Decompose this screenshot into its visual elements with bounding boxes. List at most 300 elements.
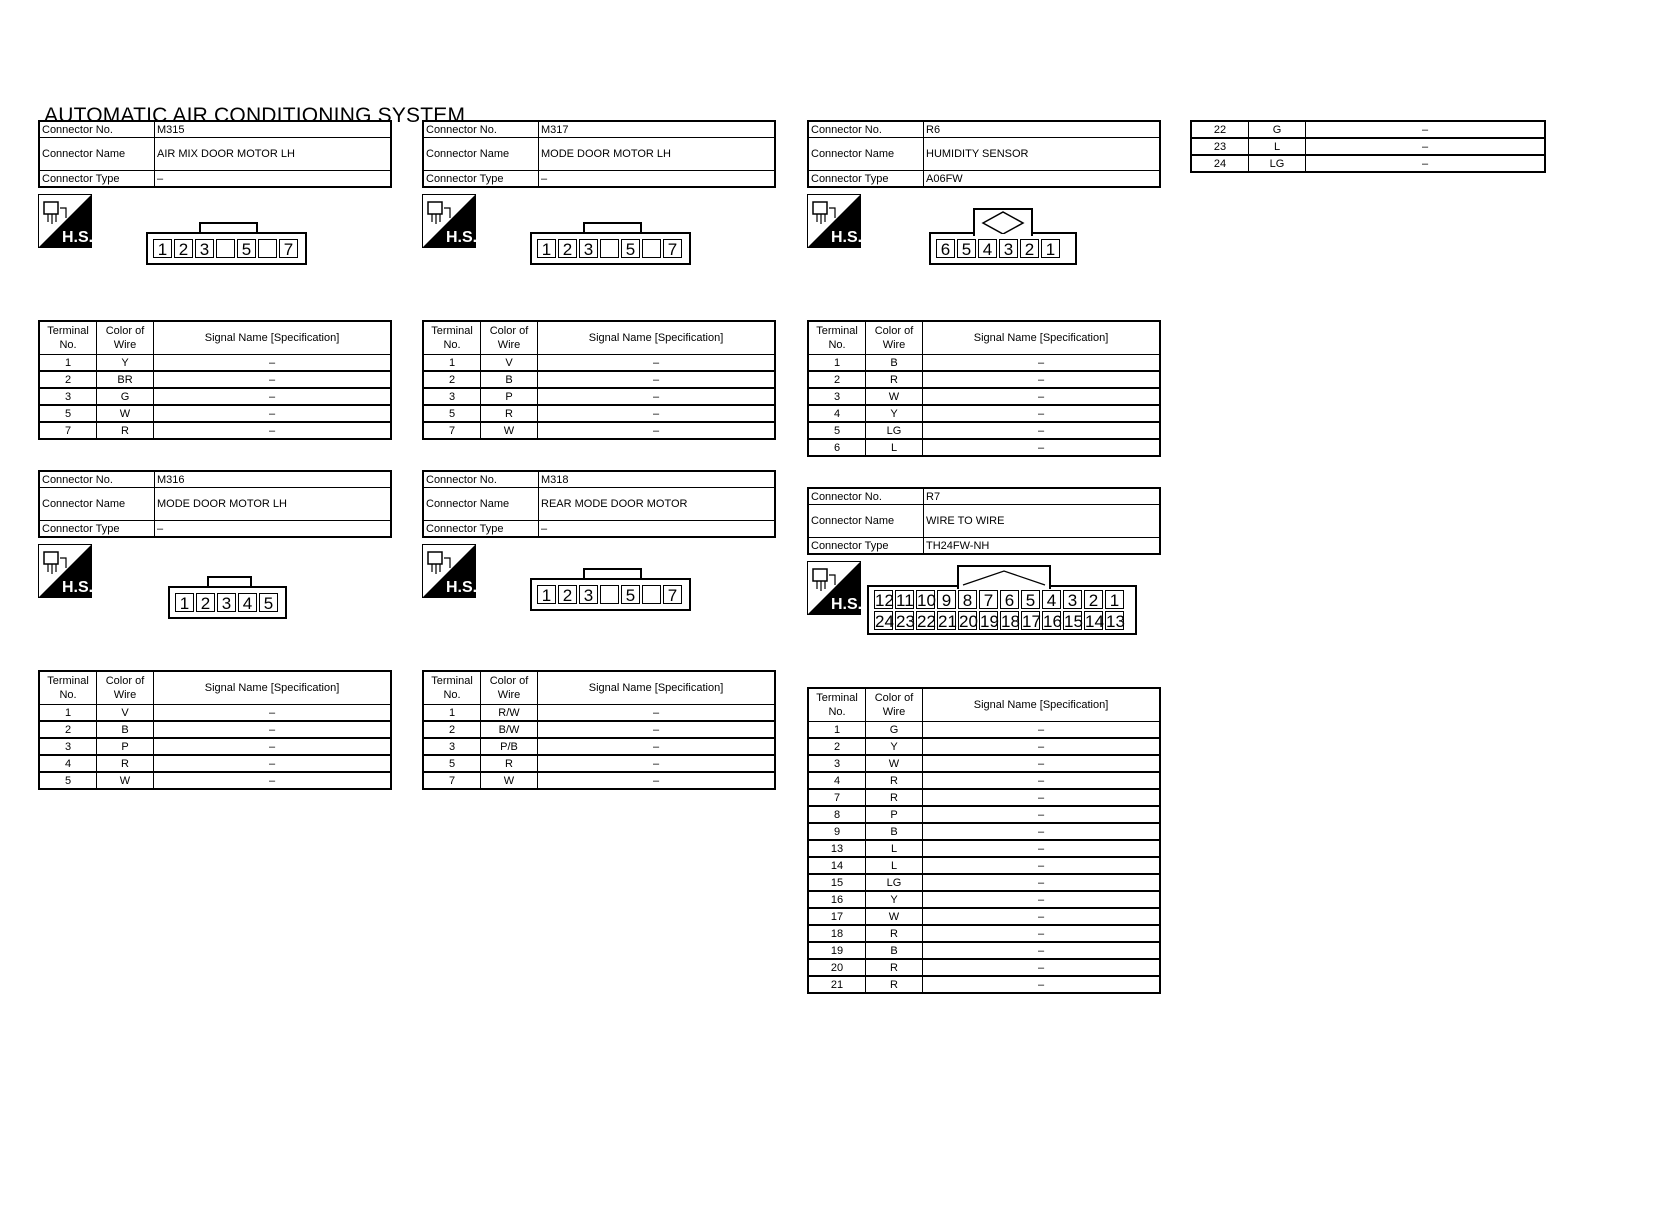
connector-diagram xyxy=(867,585,1137,635)
wire-color: P xyxy=(97,738,154,755)
signal-name: – xyxy=(923,405,1161,422)
terminal-no: 7 xyxy=(423,772,481,789)
terminal-no: 3 xyxy=(423,388,481,405)
terminal-no: 4 xyxy=(808,772,866,789)
connector-pin: 2 xyxy=(558,585,577,604)
connector-pin xyxy=(600,239,619,258)
table-row xyxy=(423,738,775,755)
signal-name: – xyxy=(923,738,1161,755)
wire-color: R xyxy=(866,772,923,789)
connector-pin: 20 xyxy=(959,612,978,631)
signal-name: – xyxy=(538,772,776,789)
connector-pin: 5 xyxy=(621,239,640,258)
table-row xyxy=(808,840,1160,857)
terminal-table-M317 xyxy=(422,320,776,440)
connector-type: – xyxy=(155,521,392,538)
connector-pin: 1 xyxy=(537,239,556,258)
terminal-no: 18 xyxy=(808,925,866,942)
connector-pin xyxy=(600,585,619,604)
signal-name: – xyxy=(538,388,776,405)
connector-info-M315 xyxy=(38,120,392,188)
signal-name: – xyxy=(923,772,1161,789)
signal-header: Signal Name [Specification] xyxy=(538,321,776,355)
color-header: Color of Wire xyxy=(866,321,923,355)
terminal-no: 2 xyxy=(39,371,97,388)
connector-no-label: Connector No. xyxy=(39,471,155,488)
table-row xyxy=(1191,138,1545,155)
connector-no-label: Connector No. xyxy=(808,488,924,505)
table-row xyxy=(808,405,1160,422)
connector-pin: 7 xyxy=(663,585,682,604)
connector-pin: 2 xyxy=(1084,590,1103,609)
terminal-no: 2 xyxy=(808,738,866,755)
table-row xyxy=(808,925,1160,942)
terminal-no: 8 xyxy=(808,806,866,823)
table-row xyxy=(39,738,391,755)
connector-no: R6 xyxy=(924,121,1161,138)
svg-text:H.S.: H.S. xyxy=(446,229,476,246)
connector-pin: 6 xyxy=(1000,590,1019,609)
terminal-no-header: Terminal No. xyxy=(808,321,866,355)
table-row xyxy=(808,371,1160,388)
table-row xyxy=(39,705,391,722)
connector-type-label: Connector Type xyxy=(423,171,539,188)
connector-name-label: Connector Name xyxy=(39,138,155,171)
connector-type: – xyxy=(539,521,776,538)
signal-header: Signal Name [Specification] xyxy=(154,671,392,705)
connector-pin: 17 xyxy=(1022,612,1041,631)
connector-pin: 1 xyxy=(153,239,172,258)
terminal-no: 2 xyxy=(423,721,481,738)
terminal-no: 1 xyxy=(423,355,481,372)
connector-pin xyxy=(258,239,277,258)
connector-info-M317 xyxy=(422,120,776,188)
connector-type: TH24FW-NH xyxy=(924,538,1161,555)
connector-pin: 5 xyxy=(259,593,278,612)
connector-pin: 1 xyxy=(1105,590,1124,609)
connector-type-label: Connector Type xyxy=(808,171,924,188)
wire-color: R xyxy=(97,422,154,439)
hs-badge xyxy=(422,544,478,600)
wire-color: R xyxy=(866,976,923,993)
table-row xyxy=(423,705,775,722)
table-row xyxy=(808,823,1160,840)
connector-type: – xyxy=(155,171,392,188)
terminal-no-header: Terminal No. xyxy=(808,688,866,722)
wire-color: P/B xyxy=(481,738,538,755)
connector-type-label: Connector Type xyxy=(39,521,155,538)
terminal-no: 1 xyxy=(808,722,866,739)
terminal-no: 2 xyxy=(423,371,481,388)
wire-color: R xyxy=(866,371,923,388)
svg-text:H.S.: H.S. xyxy=(62,229,92,246)
connector-no: R7 xyxy=(924,488,1161,505)
harness-side-icon xyxy=(38,544,92,598)
terminal-table-M318 xyxy=(422,670,776,790)
signal-name: – xyxy=(923,908,1161,925)
signal-name: – xyxy=(154,705,392,722)
connector-pin: 1 xyxy=(175,593,194,612)
connector-name: WIRE TO WIRE xyxy=(924,505,1161,538)
signal-name: – xyxy=(154,422,392,439)
terminal-no-header: Terminal No. xyxy=(39,321,97,355)
connector-pin: 2 xyxy=(558,239,577,258)
connector-pin: 5 xyxy=(1021,590,1040,609)
terminal-no: 21 xyxy=(808,976,866,993)
signal-name: – xyxy=(923,755,1161,772)
connector-info-R6 xyxy=(807,120,1161,188)
terminal-no: 6 xyxy=(808,439,866,456)
wire-color: W xyxy=(97,772,154,789)
connector-pin: 16 xyxy=(1043,612,1062,631)
terminal-no-header: Terminal No. xyxy=(423,671,481,705)
connector-name-label: Connector Name xyxy=(423,488,539,521)
wire-color: G xyxy=(866,722,923,739)
connector-pin: 10 xyxy=(917,591,936,610)
table-row xyxy=(808,976,1160,993)
table-header xyxy=(808,688,1160,722)
terminal-no: 3 xyxy=(423,738,481,755)
harness-side-icon xyxy=(807,194,861,248)
svg-text:H.S.: H.S. xyxy=(62,579,92,596)
wire-color: R/W xyxy=(481,705,538,722)
connector-type-label: Connector Type xyxy=(423,521,539,538)
wire-color: L xyxy=(866,840,923,857)
connector-no: M316 xyxy=(155,471,392,488)
connector-name-label: Connector Name xyxy=(808,505,924,538)
connector-pin: 3 xyxy=(999,239,1018,258)
wire-color: Y xyxy=(97,355,154,372)
connector-pin: 5 xyxy=(621,585,640,604)
table-row xyxy=(808,857,1160,874)
table-header xyxy=(39,321,391,355)
signal-name: – xyxy=(923,823,1161,840)
signal-name: – xyxy=(923,942,1161,959)
table-row xyxy=(808,942,1160,959)
hs-badge xyxy=(807,194,863,250)
table-row xyxy=(423,405,775,422)
continuation-table xyxy=(1190,120,1546,173)
table-row xyxy=(39,422,391,439)
signal-name: – xyxy=(923,439,1161,456)
harness-side-icon xyxy=(422,194,476,248)
connector-pin: 4 xyxy=(1042,590,1061,609)
connector-pin: 9 xyxy=(937,590,956,609)
wire-color: W xyxy=(866,388,923,405)
table-row xyxy=(808,755,1160,772)
connector-pin xyxy=(642,585,661,604)
hs-badge xyxy=(38,194,94,250)
terminal-no: 15 xyxy=(808,874,866,891)
table-header xyxy=(808,321,1160,355)
table-row xyxy=(808,908,1160,925)
table-row xyxy=(808,388,1160,405)
connector-type-label: Connector Type xyxy=(808,538,924,555)
terminal-table-R7 xyxy=(807,687,1161,994)
wire-color: G xyxy=(1249,121,1306,138)
wire-color: W xyxy=(866,908,923,925)
terminal-no: 7 xyxy=(423,422,481,439)
connector-type: A06FW xyxy=(924,171,1161,188)
terminal-no: 3 xyxy=(39,388,97,405)
signal-name: – xyxy=(923,891,1161,908)
terminal-no: 1 xyxy=(39,355,97,372)
connector-pin: 2 xyxy=(1020,239,1039,258)
terminal-no: 3 xyxy=(39,738,97,755)
signal-name: – xyxy=(154,738,392,755)
terminal-table-M315 xyxy=(38,320,392,440)
connector-no: M317 xyxy=(539,121,776,138)
terminal-no: 9 xyxy=(808,823,866,840)
terminal-no: 13 xyxy=(808,840,866,857)
color-header: Color of Wire xyxy=(481,321,538,355)
connector-pin: 5 xyxy=(957,239,976,258)
connector-info-M316 xyxy=(38,470,392,538)
connector-diagram xyxy=(530,232,691,265)
table-row xyxy=(808,959,1160,976)
harness-side-icon xyxy=(807,561,861,615)
connector-no: M315 xyxy=(155,121,392,138)
terminal-no: 14 xyxy=(808,857,866,874)
signal-name: – xyxy=(923,959,1161,976)
signal-name: – xyxy=(154,355,392,372)
wire-color: B xyxy=(481,371,538,388)
wire-color: R xyxy=(481,405,538,422)
terminal-no: 5 xyxy=(423,755,481,772)
table-row xyxy=(808,422,1160,439)
wire-color: P xyxy=(866,806,923,823)
table-row xyxy=(808,806,1160,823)
connector-diagram xyxy=(929,232,1077,265)
wire-color: R xyxy=(866,959,923,976)
connector-pin: 2 xyxy=(196,593,215,612)
terminal-no: 2 xyxy=(808,371,866,388)
table-row xyxy=(39,755,391,772)
connector-diagram xyxy=(168,586,287,619)
wire-color: LG xyxy=(866,874,923,891)
wire-color: LG xyxy=(1249,155,1306,172)
connector-name: MODE DOOR MOTOR LH xyxy=(539,138,776,171)
terminal-no: 3 xyxy=(808,388,866,405)
signal-name: – xyxy=(154,405,392,422)
terminal-no: 17 xyxy=(808,908,866,925)
connector-pin: 23 xyxy=(896,612,915,631)
table-header xyxy=(423,671,775,705)
hs-badge xyxy=(807,561,863,617)
table-row xyxy=(423,422,775,439)
terminal-no: 5 xyxy=(39,405,97,422)
wire-color: W xyxy=(481,422,538,439)
wire-color: Y xyxy=(866,738,923,755)
svg-text:H.S.: H.S. xyxy=(831,596,861,613)
table-row xyxy=(808,738,1160,755)
signal-name: – xyxy=(154,721,392,738)
terminal-no: 22 xyxy=(1191,121,1249,138)
connector-pin: 11 xyxy=(896,591,914,610)
color-header: Color of Wire xyxy=(97,321,154,355)
connector-pin: 24 xyxy=(875,612,894,631)
connector-pin: 22 xyxy=(917,612,936,631)
table-row xyxy=(808,874,1160,891)
color-header: Color of Wire xyxy=(97,671,154,705)
terminal-no: 16 xyxy=(808,891,866,908)
connector-no-label: Connector No. xyxy=(39,121,155,138)
connector-pin: 7 xyxy=(979,590,998,609)
signal-header: Signal Name [Specification] xyxy=(538,671,776,705)
signal-name: – xyxy=(923,422,1161,439)
wire-color: L xyxy=(866,857,923,874)
connector-pin: 1 xyxy=(1041,239,1060,258)
wire-color: B xyxy=(866,823,923,840)
svg-text:H.S.: H.S. xyxy=(446,579,476,596)
terminal-no: 5 xyxy=(808,422,866,439)
connector-pin: 7 xyxy=(279,239,298,258)
signal-name: – xyxy=(538,721,776,738)
table-row xyxy=(808,772,1160,789)
signal-name: – xyxy=(1306,155,1546,172)
wire-color: R xyxy=(866,789,923,806)
signal-name: – xyxy=(154,772,392,789)
connector-pin: 7 xyxy=(663,239,682,258)
wire-color: B xyxy=(866,355,923,372)
signal-name: – xyxy=(538,355,776,372)
signal-name: – xyxy=(923,722,1161,739)
connector-no-label: Connector No. xyxy=(808,121,924,138)
terminal-table-R6 xyxy=(807,320,1161,457)
terminal-no: 20 xyxy=(808,959,866,976)
signal-name: – xyxy=(923,355,1161,372)
connector-no: M318 xyxy=(539,471,776,488)
signal-name: – xyxy=(538,405,776,422)
wire-color: V xyxy=(481,355,538,372)
signal-name: – xyxy=(923,925,1161,942)
table-row xyxy=(39,371,391,388)
table-row xyxy=(808,439,1160,456)
connector-pin: 12 xyxy=(875,591,894,610)
connector-info-R7 xyxy=(807,487,1161,555)
table-row xyxy=(423,355,775,372)
signal-name: – xyxy=(538,738,776,755)
terminal-no: 2 xyxy=(39,721,97,738)
terminal-no: 1 xyxy=(808,355,866,372)
connector-name: HUMIDITY SENSOR xyxy=(924,138,1161,171)
table-row xyxy=(39,388,391,405)
signal-name: – xyxy=(538,422,776,439)
table-row xyxy=(39,355,391,372)
hs-badge xyxy=(38,544,94,600)
connector-name-label: Connector Name xyxy=(423,138,539,171)
connector-pin: 1 xyxy=(537,585,556,604)
table-row xyxy=(423,371,775,388)
signal-name: – xyxy=(1306,138,1546,155)
connector-diagram xyxy=(530,578,691,611)
table-row xyxy=(808,355,1160,372)
table-row xyxy=(423,772,775,789)
page-title: AUTOMATIC AIR CONDITIONING SYSTEM xyxy=(44,104,466,127)
wire-color: R xyxy=(866,925,923,942)
connector-pin xyxy=(642,239,661,258)
color-header: Color of Wire xyxy=(866,688,923,722)
table-row xyxy=(423,755,775,772)
table-row xyxy=(39,405,391,422)
terminal-no: 3 xyxy=(808,755,866,772)
terminal-no: 19 xyxy=(808,942,866,959)
connector-type-label: Connector Type xyxy=(39,171,155,188)
signal-name: – xyxy=(923,388,1161,405)
connector-pin xyxy=(216,239,235,258)
wire-color: R xyxy=(481,755,538,772)
connector-pin: 4 xyxy=(238,593,257,612)
terminal-table-M316 xyxy=(38,670,392,790)
connector-name: AIR MIX DOOR MOTOR LH xyxy=(155,138,392,171)
connector-pin: 21 xyxy=(938,612,957,631)
terminal-no: 1 xyxy=(39,705,97,722)
connector-pin: 3 xyxy=(217,593,236,612)
terminal-no: 4 xyxy=(39,755,97,772)
terminal-no: 1 xyxy=(423,705,481,722)
signal-name: – xyxy=(538,705,776,722)
wire-color: B/W xyxy=(481,721,538,738)
signal-header: Signal Name [Specification] xyxy=(923,321,1161,355)
connector-pin: 4 xyxy=(978,239,997,258)
connector-no-label: Connector No. xyxy=(423,121,539,138)
wire-color: Y xyxy=(866,891,923,908)
connector-name-label: Connector Name xyxy=(808,138,924,171)
connector-type: – xyxy=(539,171,776,188)
connector-pin: 3 xyxy=(195,239,214,258)
table-row xyxy=(808,722,1160,739)
terminal-no-header: Terminal No. xyxy=(423,321,481,355)
signal-name: – xyxy=(1306,121,1546,138)
wire-color: P xyxy=(481,388,538,405)
connector-pin: 13 xyxy=(1106,612,1125,631)
wire-color: G xyxy=(97,388,154,405)
connector-pin: 19 xyxy=(980,612,999,631)
connector-name: MODE DOOR MOTOR LH xyxy=(155,488,392,521)
connector-pin: 3 xyxy=(579,585,598,604)
connector-pin: 3 xyxy=(1063,590,1082,609)
terminal-no: 5 xyxy=(39,772,97,789)
connector-info-M318 xyxy=(422,470,776,538)
wire-color: W xyxy=(97,405,154,422)
connector-pin: 15 xyxy=(1064,612,1083,631)
connector-pin: 18 xyxy=(1001,612,1020,631)
wire-color: V xyxy=(97,705,154,722)
terminal-no: 4 xyxy=(808,405,866,422)
table-row xyxy=(808,891,1160,908)
connector-name: REAR MODE DOOR MOTOR xyxy=(539,488,776,521)
harness-side-icon xyxy=(422,544,476,598)
signal-name: – xyxy=(923,857,1161,874)
color-header: Color of Wire xyxy=(481,671,538,705)
signal-name: – xyxy=(923,976,1161,993)
terminal-no: 7 xyxy=(39,422,97,439)
wire-color: B xyxy=(97,721,154,738)
connector-pin: 14 xyxy=(1085,612,1104,631)
table-row xyxy=(1191,121,1545,138)
terminal-no: 5 xyxy=(423,405,481,422)
wire-color: BR xyxy=(97,371,154,388)
terminal-no: 23 xyxy=(1191,138,1249,155)
signal-name: – xyxy=(154,755,392,772)
signal-name: – xyxy=(154,388,392,405)
connector-pin: 3 xyxy=(579,239,598,258)
signal-name: – xyxy=(538,755,776,772)
table-row xyxy=(1191,155,1545,172)
hs-badge xyxy=(422,194,478,250)
table-header xyxy=(39,671,391,705)
table-row xyxy=(39,772,391,789)
